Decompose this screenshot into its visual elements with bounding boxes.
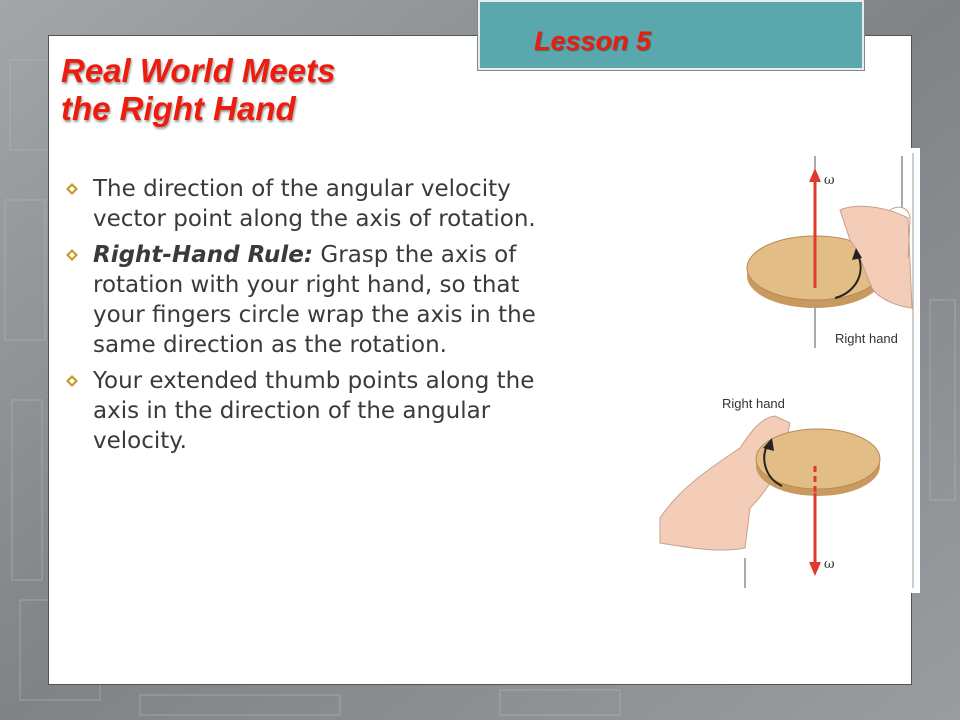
slide-title <box>61 52 481 128</box>
bullet-text: The direction of the angular velocity vector point along the axis of rotation. <box>93 176 536 232</box>
bullet-icon <box>66 249 78 261</box>
bullet-icon <box>66 183 78 195</box>
right-hand-label-bottom: Right hand <box>722 396 785 411</box>
title-line-1: Real World Meets <box>61 52 336 89</box>
bullet-text: Your extended thumb points along the axis in the direction of the angular velocity. <box>93 368 535 454</box>
right-hand-label-top: Right hand <box>835 331 898 346</box>
bullet-item <box>66 174 566 234</box>
bullet-item <box>66 366 566 456</box>
bullet-item <box>66 240 566 360</box>
omega-bottom-label: ω <box>824 557 835 572</box>
lesson-label: Lesson 5 <box>534 26 652 56</box>
right-hand-illustration <box>650 148 920 593</box>
bullet-list <box>66 174 566 462</box>
bullet-lead: Right-Hand Rule: <box>93 242 314 268</box>
omega-top-label: ω <box>824 173 835 188</box>
bullet-text: Grasp the axis of rotation with your right hand, so that your fingers circle wrap the axis in the same direction as the rotation. <box>93 242 536 358</box>
title-line-2: the Right Hand <box>61 90 296 127</box>
bullet-icon <box>66 375 78 387</box>
right-hand-figure <box>650 148 920 593</box>
